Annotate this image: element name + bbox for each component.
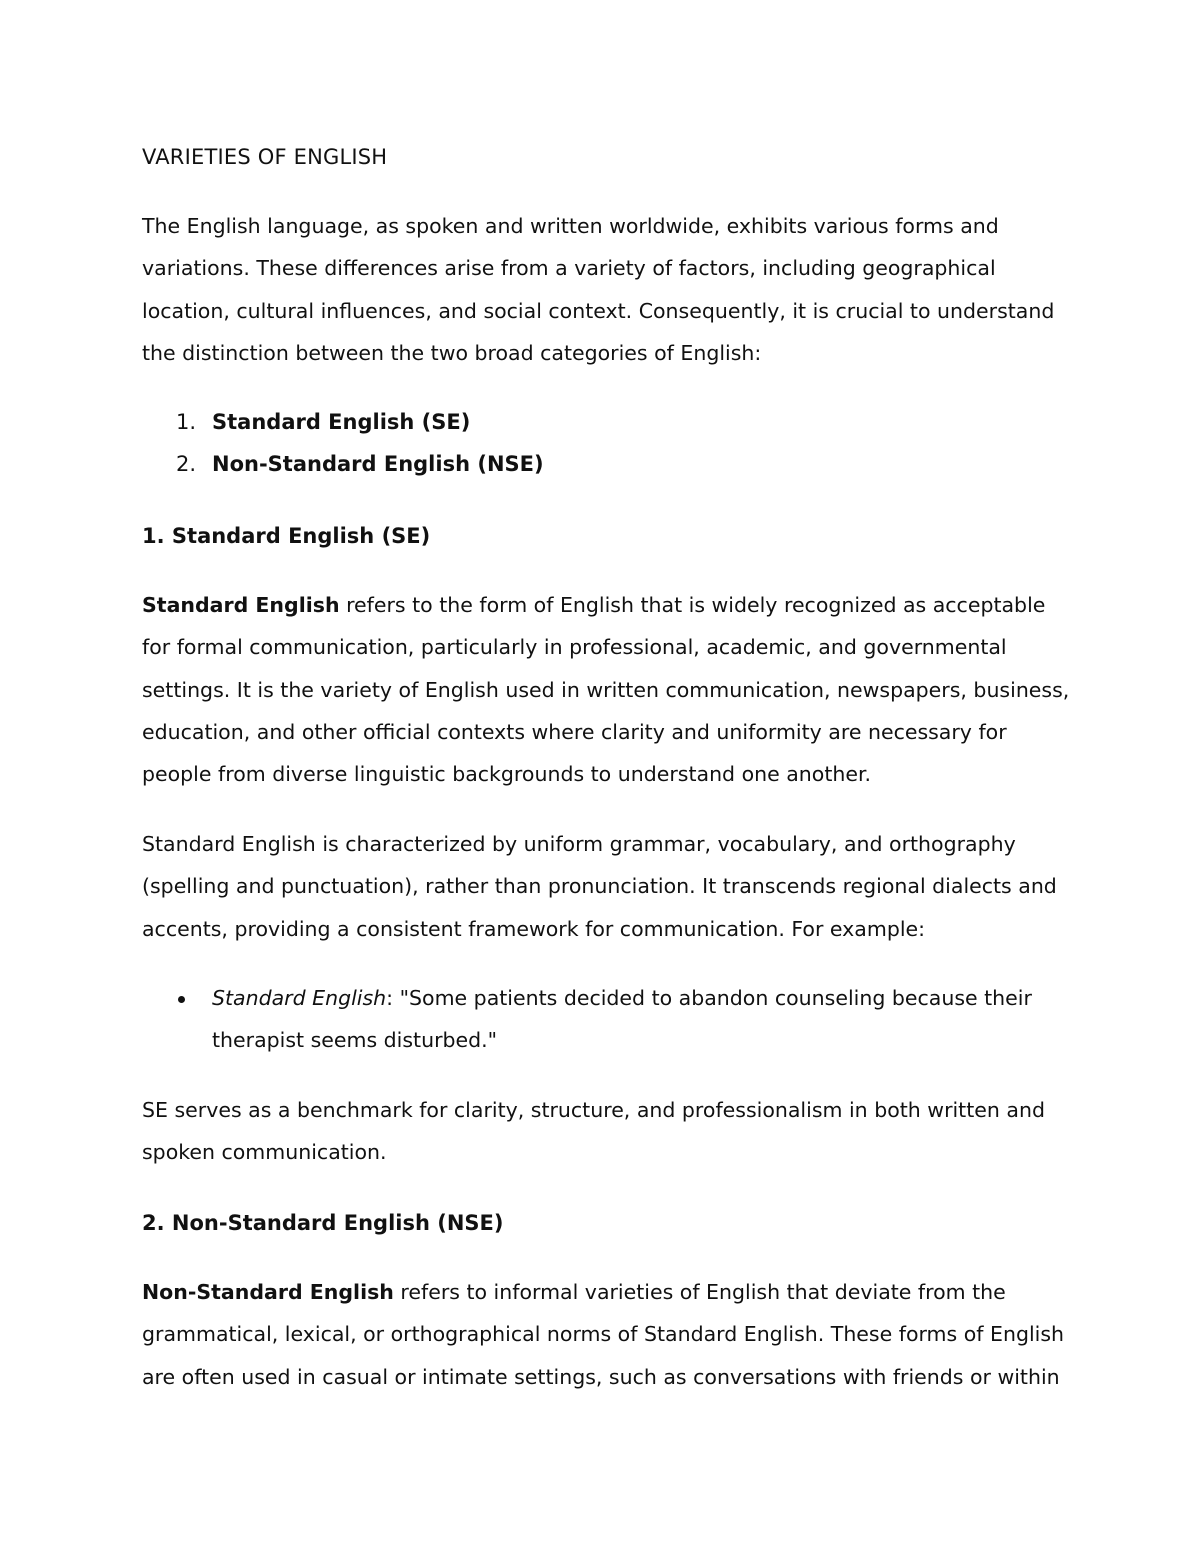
term-standard-english: Standard English <box>142 593 340 617</box>
list-item <box>142 443 544 485</box>
document-title: VARIETIES OF ENGLISH <box>142 145 388 169</box>
example-text <box>212 977 1042 1062</box>
standard-characteristics-paragraph: Standard English is characterized by uniform grammar, vocabulary, and orthography (spelling and punctuation), rather than pronunciation. It transcends regional dialects and accents, providing a consistent framework for communication. For example: <box>142 832 1057 941</box>
bullet-icon <box>178 996 185 1003</box>
example-sentence: : "Some patients decided to abandon counseling because their therapist seems disturbed." <box>212 986 1032 1053</box>
intro-paragraph: The English language, as spoken and written worldwide, exhibits various forms and variations. These differences arise from a variety of factors, including geographical location, cultural influences, and social context. Consequently, it is crucial to understand the distinction between the two broad categories of English: <box>142 214 1055 365</box>
section-heading-standard: 1. Standard English (SE) <box>142 524 431 548</box>
standard-definition-paragraph <box>142 584 1072 795</box>
list-number: 1. <box>176 410 197 434</box>
example-label: Standard English <box>212 986 387 1010</box>
term-non-standard-english: Non-Standard English <box>142 1280 394 1304</box>
category-list <box>142 401 544 486</box>
list-item <box>142 401 544 443</box>
nonstandard-definition-paragraph <box>142 1271 1072 1398</box>
paragraph-text: refers to the form of English that is widely recognized as acceptable for formal communication, particularly in professional, academic, and governmental settings. It is the variety of English used in written communication, newspapers, business, education, and other official contexts where clarity and uniformity are necessary for people from diverse linguistic backgrounds to understand one another. <box>142 593 1070 787</box>
se-benchmark-paragraph: SE serves as a benchmark for clarity, structure, and professionalism in both written and spoken communication. <box>142 1098 1045 1165</box>
example-bullet <box>142 977 1072 1062</box>
section-heading-nonstandard: 2. Non-Standard English (NSE) <box>142 1211 504 1235</box>
paragraph-text: refers to informal varieties of English that deviate from the grammatical, lexical, or orthographical norms of Standard English. These forms of English are often used in casual or intimate settings, such as conversations with friends or within <box>142 1280 1065 1389</box>
list-number: 2. <box>176 452 197 477</box>
list-label: Non-Standard English (NSE) <box>212 452 544 477</box>
list-label: Standard English (SE) <box>212 410 471 434</box>
